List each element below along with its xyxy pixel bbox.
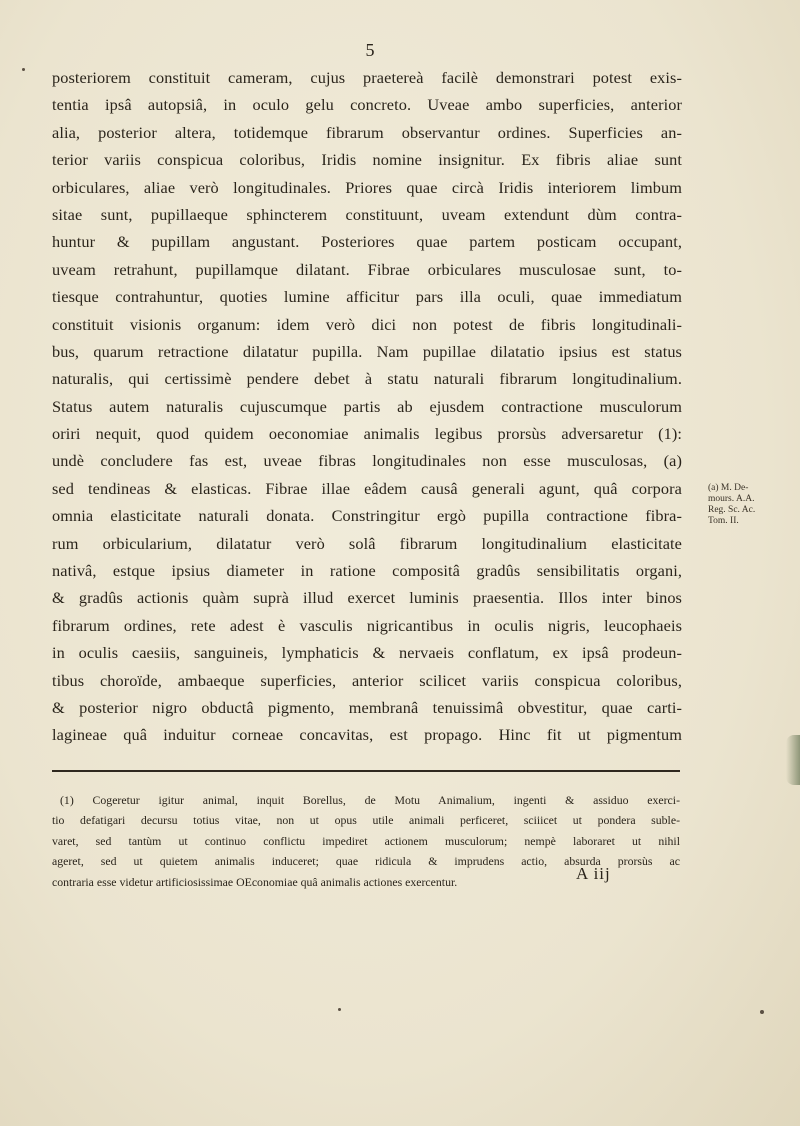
paper-stain [786,735,800,785]
margin-note-line: mours. A.A. [708,494,755,504]
text-line: uveam retrahunt, pupillamque dilatant. Fibrae orbiculares musculosae sunt, to- [52,259,682,279]
text-line: huntur & pupillam angustant. Posteriores quae partem posticam occupant, [52,232,682,252]
margin-note-line: (a) M. De- [708,483,749,493]
ink-speck [338,1008,341,1011]
text-line: & posterior nigro obductâ pigmento, membranâ tenuissimâ obvestitur, quae carti- [52,697,682,717]
text-line: orbiculares, aliae verò longitudinales. Priores quae circà Iridis interiorem limbum [52,177,682,197]
margin-note-line: Reg. Sc. Ac. [708,505,756,515]
footnote-line: contraria esse videtur artificiosissimae OEconomiae quâ animalis actiones exercentur. [52,874,458,889]
text-line: Status autem naturalis cujuscumque partis ab ejusdem contractione musculorum [52,396,682,416]
ink-speck [22,68,25,71]
text-line: tentia ipsâ autopsiâ, in oculo gelu concreto. Uveae ambo superficies, anterior [52,95,682,115]
page-number: 5 [365,40,375,60]
margin-note-line: Tom. II. [708,516,739,526]
footnote-line: (1) Cogeretur igitur animal, inquit Borellus, de Motu Animalium, ingenti & assiduo exerci- [60,793,680,807]
text-line: tiesque contrahuntur, quoties lumine afficitur pars illa oculi, quae immediatum [52,287,682,307]
text-line: posteriorem constituit cameram, cujus praetereà facilè demonstrari potest exis- [52,68,682,87]
text-line: oriri nequit, quod quidem oeconomiae animalis legibus prorsùs adversaretur (1): [52,424,682,444]
text-line: sitae sunt, pupillaeque sphincterem constituunt, uveam extendunt dùm contra- [52,204,682,224]
text-line: fibrarum ordines, rete adest è vasculis nigricantibus in oculis nigris, leucophaeis [52,615,682,635]
footnote-line: ageret, sed ut quietem animalis induceret; quae ridicula & imprudens actio, absurda prorsùs ac [52,854,680,869]
margin-note [708,483,798,527]
text-line: tibus choroïde, ambaeque superficies, anterior scilicet variis conspicua coloribus, [52,670,682,690]
signature-mark: A iij [576,864,611,883]
text-line: in oculis caesiis, sanguineis, lymphaticis & nervaeis conflatum, ex ipsâ prodeun- [52,643,682,663]
text-line: & gradûs actionis quàm suprà illud exercet luminis praesentia. Illos inter binos [52,588,682,608]
text-line: terior variis conspicua coloribus, Iridis nomine insignitur. Ex fibris aliae sunt [52,150,682,170]
text-line: naturalis, qui certissimè pendere debet à statu naturali fibrarum longitudinalium. [52,369,682,389]
text-line: nativâ, estque ipsius diameter in ratione compositâ gradûs sensibilitatis organi, [52,561,682,581]
footnote-line: tio defatigari decursu totius vitae, non ut opus utile animali perficeret, sciiicet ut pondera suble- [52,813,680,828]
text-line: undè concludere fas est, uveae fibras longitudinales non esse musculosas, (a) [52,451,682,471]
text-line: alia, posterior altera, totidemque fibrarum observantur ordines. Superficies an- [52,122,682,142]
footnote-divider [52,770,680,772]
text-line: rum orbicularium, dilatatur verò solâ fibrarum longitudinalium elasticitate [52,533,682,553]
text-line: bus, quarum retractione dilatatur pupilla. Nam pupillae dilatatio ipsius est status [52,341,682,361]
text-line: sed tendineas & elasticas. Fibrae illae eâdem causâ generali agunt, quâ corpora [52,478,682,498]
footnote-line: varet, sed tantùm ut continuo conflictu impediret actionem musculorum; nempè laboraret ut nihil [52,833,680,848]
text-line: lagineae quâ induitur corneae concavitas, est propago. Hinc fit ut pigmentum [52,725,682,745]
main-text-block [52,64,682,749]
text-line: omnia elasticitate naturali donata. Constringitur ergò pupilla contractione fibra- [52,506,682,526]
text-line: constituit visionis organum: idem verò dici non potest de fibris longitudinali- [52,314,682,334]
ink-speck [760,1010,764,1014]
